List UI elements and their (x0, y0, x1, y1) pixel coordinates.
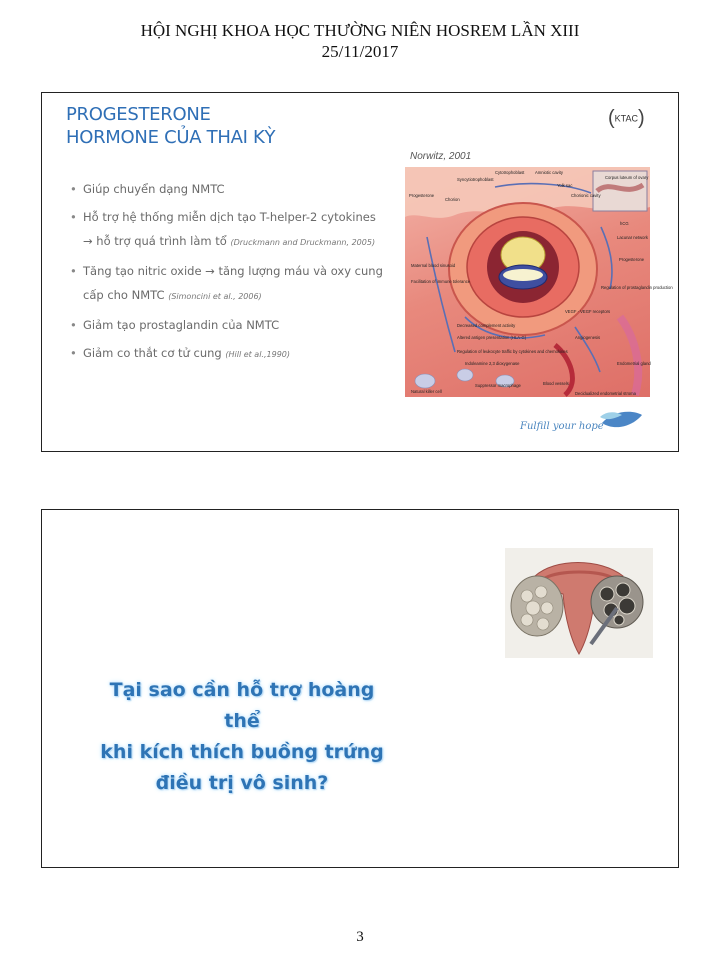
label-progesterone-right: Progesterone (619, 257, 645, 262)
uterus-ovary-image (505, 548, 653, 658)
question-line1: Tại sao cần hỗ trợ hoàng thể (109, 679, 375, 732)
label-endometrial-gland: Endometrial gland (617, 361, 651, 366)
label-corpus: Corpus luteum of ovary (605, 175, 649, 180)
bullet-item (70, 177, 400, 201)
bullet-text-continued: cấp cho NMTC (83, 288, 165, 302)
question-line2: khi kích thích buồng trứng (100, 741, 384, 763)
label-hcg: hCG (620, 221, 629, 226)
label-altered: Altered antigen presentation (HLA-G) (457, 335, 527, 340)
figure-caption: Norwitz, 2001 (410, 151, 472, 162)
implantation-diagram (405, 167, 673, 397)
slide-title (66, 103, 275, 149)
bullet-item (70, 313, 400, 337)
label-regulation-pg: Regulation of prostaglandin production (601, 285, 673, 290)
label-facilitation: Facilitation of immune tolerance (411, 279, 471, 284)
question-text (92, 675, 392, 799)
bullet-item (70, 341, 400, 367)
label-chorion: Chorion (445, 197, 460, 202)
bullet-text-continued: → hỗ trợ quá trình làm tổ (83, 234, 227, 248)
bullet-citation: (Hill et al.,1990) (225, 350, 290, 359)
header-date: 25/11/2017 (321, 42, 399, 61)
bullet-text: Giúp chuyển dạng NMTC (83, 182, 225, 196)
bullet-item (70, 205, 400, 255)
slide-progesterone (41, 92, 679, 452)
bullet-text: Hỗ trợ hệ thống miễn dịch tạo T-helper-2 cytokines (83, 210, 376, 224)
label-amniotic: Amniotic cavity (535, 170, 563, 175)
label-progesterone: Progesterone (409, 193, 435, 198)
label-cyto: Cytotrophoblast (495, 170, 525, 175)
bullet-text: Tăng tạo nitric oxide → tăng lượng máu và oxy cung (83, 264, 383, 278)
bullet-citation: (Simoncini et al., 2006) (168, 292, 262, 301)
bullet-list (70, 177, 400, 371)
label-regulation-leuko: Regulation of leukocyte traffic by cytokines and chemokines (457, 349, 568, 354)
label-decreased: Decreased complement activity (457, 323, 516, 328)
leaf-logo-icon (598, 409, 644, 433)
slide-title-line1: PROGESTERONE (66, 104, 211, 125)
bullet-text: Giảm co thắt cơ tử cung (83, 346, 222, 360)
label-suppressor: Suppressor macrophage (475, 383, 521, 388)
bullet-citation: (Druckmann and Druckmann, 2005) (230, 238, 376, 247)
label-natural-killer: Natural killer cell (411, 389, 442, 394)
label-vegf: VEGF - VEGF receptors (565, 309, 611, 314)
tagline: Fulfill your hope (520, 421, 604, 432)
slide-title-line2: HORMONE CỦA THAI KỲ (66, 127, 276, 148)
ktac-logo: (KTAC) (608, 107, 645, 129)
label-syncytio: Syncytiotrophoblast (457, 177, 494, 182)
slide-luteal-support-question (41, 509, 679, 868)
label-yolk: Yolk sac (557, 183, 573, 188)
label-angiogenesis: Angiogenesis (575, 335, 601, 340)
header-conference-title: HỘI NGHỊ KHOA HỌC THƯỜNG NIÊN HOSREM LẦN XIII (140, 21, 580, 40)
document-header (0, 20, 720, 62)
label-maternal: Maternal blood sinusoid (411, 263, 456, 268)
bullet-text: Giảm tạo prostaglandin của NMTC (83, 318, 280, 332)
ktac-logo-text: KTAC (614, 113, 639, 124)
label-indoleamine: Indoleamine 2,3 dioxygenase (465, 361, 520, 366)
label-blood-vessels: Blood vessels (543, 381, 569, 386)
label-decidualized: Decidualized endometrial stroma (575, 391, 636, 396)
label-chorionic: Chorionic cavity (571, 193, 601, 198)
question-line3: điều trị vô sinh? (155, 772, 329, 794)
page-number: 3 (356, 929, 364, 945)
label-lacunar: Lacunar network (617, 235, 648, 240)
bullet-item (70, 259, 400, 309)
